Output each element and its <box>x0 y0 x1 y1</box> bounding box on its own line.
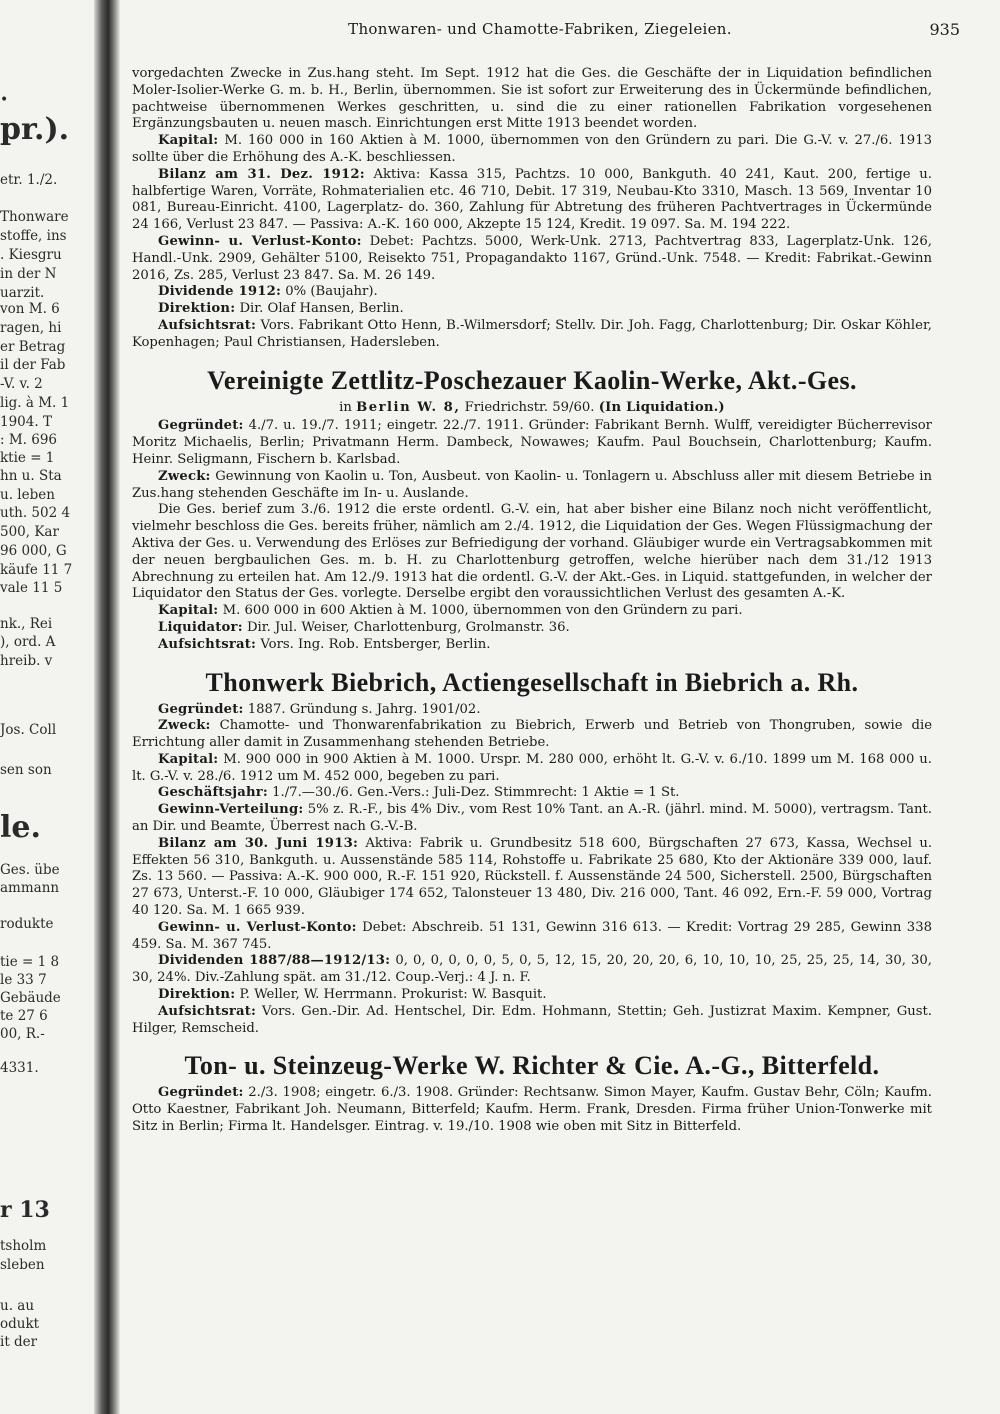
field-text: Die Ges. berief zum 3./6. 1912 die erste ordentl. G.-V. ein, hat aber bisher eine Bilanz noch nicht veröffentlicht, vielmehr beschloss die Ges. bereits früher, nämlich am 2./4. 1912, die Liquidation der Ges. Wegen Flüssigmachung der Aktiva der Ges. u. Verwendung des Erlöses zur Befriedigung der vorhand. Gläubiger wurde ein Vertragsabkommen mit der neuen bergbaulichen Ges. m. b. H. zu Charlottenburg getroffen, welche hierüber nach dem 31./12 1913 Abrechnung zu erteilen hat. Am 12./9. 1913 hat die ordentl. G.-V. der Akt.-Ges. in Liquid. stattgefunden, in welcher der Liquidator den Status der Ges. vorlegte. Derselbe ergibt den voraussichtlichen Verlust des gesamten A.-K. <box>132 502 932 602</box>
company-entry <box>132 366 932 654</box>
left-fragment: von M. 6 <box>0 301 60 317</box>
company-entry <box>132 1051 932 1135</box>
left-fragment: sen son <box>0 762 52 778</box>
left-fragment: Jos. Coll <box>0 722 57 738</box>
field-label: Zweck: <box>158 718 211 734</box>
field-text: Vors. Gen.-Dir. Ad. Hentschel, Dir. Edm. Hohmann, Stettin; Geh. Justizrat Maxim. Kempner, Gust. Hilger, Remscheid. <box>132 1003 932 1036</box>
bullet-mark: • <box>0 92 9 108</box>
left-fragment: tie = 1 8 <box>0 954 60 970</box>
page-header <box>120 20 960 46</box>
field-label: Kapital: <box>158 133 219 149</box>
company-entry-continued <box>132 66 932 352</box>
field-text: Dir. Olaf Hansen, Berlin. <box>239 301 404 317</box>
location-address: Friedrichstr. 59/60. <box>464 399 595 415</box>
opposite-page-fragment <box>0 0 94 1414</box>
field-label: Direktion: <box>158 987 236 1003</box>
entry-paragraph <box>132 987 932 1004</box>
field-text: M. 160 000 in 160 Aktien à M. 1000, übernommen von den Gründern zu pari. Die G.-V. v. 27./6. 1913 sollte über die Erhöhung des A.-K. beschliessen. <box>132 133 932 165</box>
field-text: Aktiva: Fabrik u. Grundbesitz 518 600, Bürgschaften 27 673, Kassa, Wechsel u. Effekten 56 310, Bankguth. u. Aussenstände 585 114, Rohstoffe u. Fabrikate 25 680, Kto der Aktionäre 339 000, lauf. Zs. 13 560. — Passiva: A.-K. 900 000, R.-F. 151 920, Rückstell. f. Aussenstände 24 500, Sicherstell. 2500, Bürgschaften 27 673, Unterst.-F. 10 000, Gläubiger 174 652, Talonsteuer 13 480, Div. 216 000, Tant. 46 092, Ern.-F. 59 000, Vortrag 40 120. Sa. M. 1 665 939. <box>132 835 933 919</box>
left-fragment: 4331. <box>0 1060 39 1076</box>
entry-paragraph <box>132 953 932 987</box>
field-label: Aufsichtsrat: <box>158 1003 257 1019</box>
left-fragment: : M. 696 <box>0 432 58 448</box>
field-text: 0% (Baujahr). <box>285 284 378 300</box>
field-label: Direktion: <box>158 301 236 317</box>
left-fragment: le 33 7 <box>0 972 47 988</box>
field-label: Kapital: <box>158 603 219 619</box>
left-fragment: ammann <box>0 880 60 896</box>
left-fragment: 00, R.- <box>0 1026 45 1042</box>
left-fragment: ragen, hi <box>0 320 62 336</box>
page-number: 935 <box>929 20 960 39</box>
entry-paragraph <box>132 785 932 802</box>
field-text: Debet: Pachtzs. 5000, Werk-Unk. 2713, Pachtvertrag 833, Lagerplatz-Unk. 126, Handl.-Unk. 2909, Gehälter 5100, Reisekto 751, Propagandakto 1167, Gründ.-Unk. 7548. — Kredit: Fabrikat.-Gewinn 2016, Zs. 285, Verlust 23 847. Sa. M. 26 149. <box>132 233 932 283</box>
field-label: Bilanz am 31. Dez. 1912: <box>158 166 365 182</box>
left-fragment: sleben <box>0 1257 45 1273</box>
running-title: Thonwaren- und Chamotte-Fabriken, Ziegeleien. <box>348 20 732 38</box>
field-label: Gewinn-Verteilung: <box>158 802 304 818</box>
entry-paragraph <box>132 752 932 786</box>
entry-paragraph <box>132 318 932 352</box>
entry-paragraph <box>132 637 932 654</box>
location-city: Berlin W. 8, <box>356 399 461 415</box>
field-text: M. 600 000 in 600 Aktien à M. 1000, übernommen von den Gründern zu pari. <box>222 603 743 619</box>
left-fragment: käufe 11 7 <box>0 562 73 578</box>
field-text: Vors. Ing. Rob. Entsberger, Berlin. <box>260 636 491 652</box>
field-text: Aktiva: Kassa 315, Pachtzs. 10 000, Bankguth. 40 241, Kaut. 200, fertige u. halbfertige Waren, Vorräte, Rohmaterialien etc. 46 710, Debit. 17 319, Neubau-Kto 3310, Masch. 13 569, Inventar 10 081, Bureau-Einricht. 4100, Lagerplatz- do. 360, Zahlung für Abtretung des früheren Pachtvertrages in Ückermünde 24 166, Verlust 23 847. — Passiva: A.-K. 160 000, Akzepte 15 124, Kredit. 19 097. Sa. M. 194 222. <box>132 166 932 233</box>
left-fragment: le. <box>0 810 41 845</box>
left-fragment: 96 000, G <box>0 543 67 559</box>
entry-paragraph <box>132 133 932 167</box>
paragraph-text: vorgedachten Zwecke in Zus.hang steht. Im Sept. 1912 hat die Ges. die Geschäfte der in Liquidation befindlichen Moler-Isolier-Werke G. m. b. H., Berlin, übernommen. Sie ist sofort zur Erweiterung des in Ückermünde befindlichen, pachtweise übernommenen Werkes geschritten, u. sind die zu einer rationellen Fabrikation vorgesehenen Ergänzungsbauten u. neuen masch. Einrichtungen erst Mitte 1913 beendet worden. <box>132 66 932 132</box>
left-fragment: nk., Rei <box>0 616 53 632</box>
entry-paragraph <box>132 718 932 752</box>
field-text: 0, 0, 0, 0, 0, 0, 5, 0, 5, 12, 15, 20, 20, 20, 6, 10, 10, 10, 25, 25, 25, 14, 30, 30, 30, 24%. Div.-Zahlung spät. am 31./12. Coup.-Verj.: 4 J. n. F. <box>132 953 932 986</box>
main-column <box>132 66 932 1142</box>
left-fragment: te 27 6 <box>0 1008 48 1024</box>
left-fragment: Gebäude <box>0 990 61 1006</box>
liquidation-note: (In Liquidation.) <box>598 399 725 415</box>
entry-paragraph <box>132 702 932 719</box>
left-fragment: -V. v. 2 <box>0 376 43 392</box>
company-title: Vereinigte Zettlitz-Poschezauer Kaolin-Werke, Akt.-Ges. <box>207 365 857 395</box>
left-fragment: 500, Kar <box>0 524 59 540</box>
left-fragment: ), ord. A <box>0 634 56 650</box>
entry-paragraph <box>132 66 932 133</box>
field-label: Liquidator: <box>158 619 243 635</box>
left-fragment: hreib. v <box>0 653 53 669</box>
company-title: Ton- u. Steinzeug-Werke W. Richter & Cie. A.-G., Bitterfeld. <box>184 1051 880 1081</box>
left-fragment: stoffe, ins <box>0 228 67 244</box>
entry-paragraph <box>132 836 932 920</box>
left-fragment: etr. 1./2. <box>0 172 58 188</box>
left-fragment: lig. à M. 1 <box>0 395 70 411</box>
left-fragment: tsholm <box>0 1238 47 1254</box>
field-label: Aufsichtsrat: <box>158 636 257 652</box>
left-fragment: Thonware <box>0 209 69 225</box>
field-label: Gewinn- u. Verlust-Konto: <box>158 919 357 935</box>
left-fragment: hn u. Sta <box>0 468 62 484</box>
left-fragment: uth. 502 4 <box>0 505 71 521</box>
field-text: P. Weller, W. Herrmann. Prokurist: W. Basquit. <box>239 987 547 1003</box>
field-text: Debet: Abschreib. 51 131, Gewinn 316 613. — Kredit: Vortrag 29 285, Gewinn 338 459. Sa. M. 367 745. <box>132 919 932 952</box>
entry-paragraph <box>132 1004 932 1038</box>
book-gutter <box>94 0 120 1414</box>
left-fragment: ktie = 1 <box>0 450 55 466</box>
left-fragment: rodukte <box>0 916 54 932</box>
field-text: 5% z. R.-F., bis 4% Div., vom Rest 10% Tant. an A.-R. (jährl. mind. M. 5000), vertragsm. Tant. an Dir. und Beamte, Überrest nach G.-V.-B. <box>132 802 932 835</box>
entry-paragraph <box>132 234 932 284</box>
entry-paragraph <box>132 620 932 637</box>
location-prefix: in <box>339 399 352 415</box>
field-text: Chamotte- und Thonwarenfabrikation zu Biebrich, Erwerb und Betrieb von Thongruben, sowie die Errichtung aller damit in Zusammenhang stehenden Betriebe. <box>132 718 932 751</box>
field-label: Kapital: <box>158 751 219 767</box>
left-fragment: r 13 <box>0 1197 50 1223</box>
entry-paragraph <box>132 301 932 318</box>
field-label: Geschäftsjahr: <box>158 785 268 801</box>
left-fragment: it der <box>0 1334 38 1350</box>
field-label: Gegründet: <box>158 418 244 434</box>
entry-paragraph <box>132 469 932 503</box>
entry-paragraph <box>132 167 932 234</box>
field-text: 1./7.—30./6. Gen.-Vers.: Juli-Dez. Stimmrecht: 1 Aktie = 1 St. <box>272 785 680 801</box>
field-label: Zweck: <box>158 468 211 484</box>
left-fragment: u. leben <box>0 487 55 503</box>
company-title: Thonwerk Biebrich, Actiengesellschaft in Biebrich a. Rh. <box>205 667 859 697</box>
field-text: 1887. Gründung s. Jahrg. 1901/02. <box>247 701 481 717</box>
field-label: Gegründet: <box>158 1085 244 1101</box>
field-label: Gegründet: <box>158 701 244 717</box>
left-fragment: vale 11 5 <box>0 580 63 596</box>
entry-paragraph <box>132 1085 932 1135</box>
left-fragment: 1904. T <box>0 414 52 430</box>
entry-paragraph <box>132 502 932 603</box>
field-label: Aufsichtsrat: <box>158 317 257 333</box>
left-fragment: in der N <box>0 266 57 282</box>
entry-paragraph <box>132 284 932 301</box>
left-fragment: Ges. übe <box>0 862 60 878</box>
left-fragment: il der Fab <box>0 357 66 373</box>
field-text: 4./7. u. 19./7. 1911; eingetr. 22./7. 1911. Gründer: Fabrikant Bernh. Wulff, vereidigter Bücherrevisor Moritz Michaelis, Berlin; Privatmann Herm. Dambeck, Nowawes; Kaufm. Paul Bouchsein, Charlottenburg; Kaufm. Heinr. Seligmann, Fischern b. Karlsbad. <box>132 418 932 467</box>
field-text: Dir. Jul. Weiser, Charlottenburg, Grolmanstr. 36. <box>246 619 570 635</box>
field-label: Dividenden 1887/88—1912/13: <box>158 953 391 969</box>
entry-paragraph <box>132 920 932 954</box>
left-fragment: . Kiesgru <box>0 247 62 263</box>
company-location <box>132 400 932 417</box>
company-entry <box>132 668 932 1038</box>
left-fragment: pr.). <box>0 112 70 147</box>
entry-paragraph <box>132 802 932 836</box>
field-text: M. 900 000 in 900 Aktien à M. 1000. Urspr. M. 280 000, erhöht lt. G.-V. v. 6./10. 1899 um M. 168 000 u. lt. G.-V. v. 28./6. 1912 um M. 452 000, begeben zu pari. <box>132 751 932 784</box>
left-fragment: uarzit. <box>0 285 45 301</box>
field-text: Gewinnung von Kaolin u. Ton, Ausbeut. von Kaolin- u. Tonlagern u. Abschluss aller mit diesem Betriebe in Zus.hang stehenden Geschäfte im In- u. Auslande. <box>132 468 932 501</box>
entry-paragraph <box>132 603 932 620</box>
left-fragment: odukt <box>0 1316 40 1332</box>
field-text: Vors. Fabrikant Otto Henn, B.-Wilmersdorf; Stellv. Dir. Joh. Fagg, Charlottenburg; Dir. Oskar Köhler, Kopenhagen; Paul Christiansen, Hadersleben. <box>132 317 932 350</box>
left-fragment: er Betrag <box>0 339 66 355</box>
field-label: Dividende 1912: <box>158 284 282 300</box>
left-fragment: u. au <box>0 1298 35 1314</box>
field-text: 2./3. 1908; eingetr. 6./3. 1908. Gründer: Rechtsanw. Simon Mayer, Kaufm. Gustav Behr, Cöln; Kaufm. Otto Kaestner, Fabrikant Joh. Neumann, Bitterfeld; Kaufm. Herm. Frank, Dresden. Firma früher Union-Tonwerke mit Sitz in Berlin; Firma lt. Handelsger. Eintrag. v. 19./10. 1908 wie oben mit Sitz in Bitterfeld. <box>132 1085 932 1135</box>
entry-paragraph <box>132 418 932 468</box>
field-label: Gewinn- u. Verlust-Konto: <box>158 233 362 249</box>
field-label: Bilanz am 30. Juni 1913: <box>158 835 359 851</box>
